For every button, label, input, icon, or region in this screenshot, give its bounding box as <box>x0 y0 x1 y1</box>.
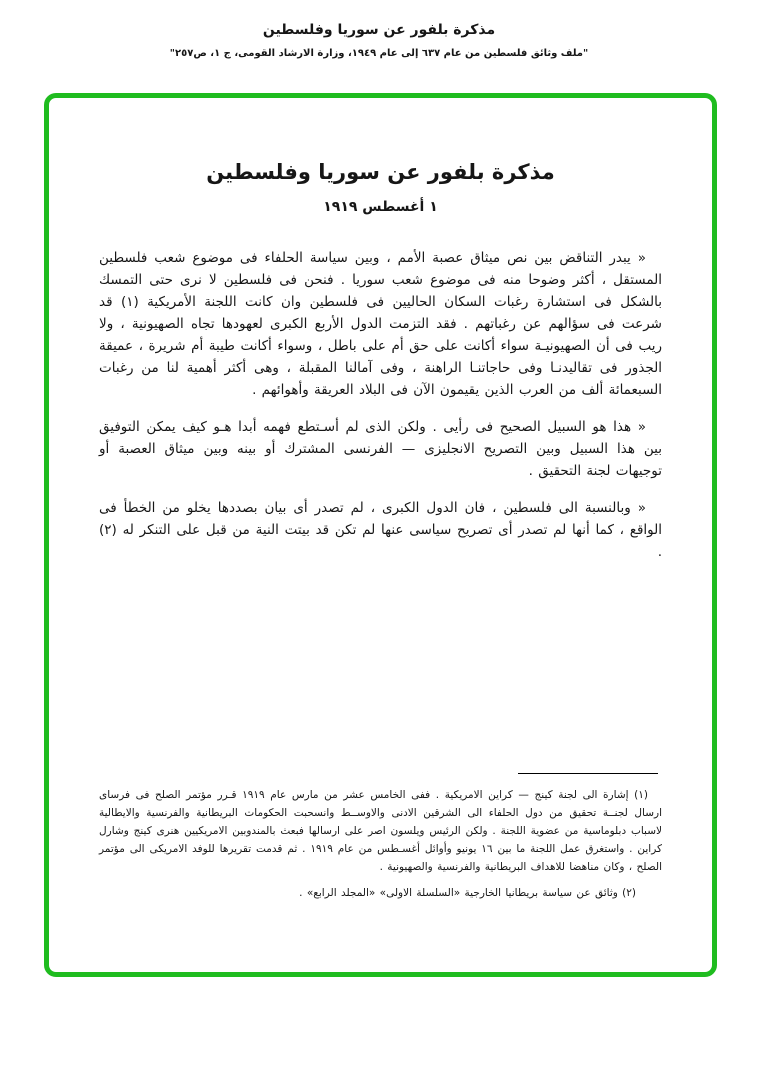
header-source-line: "ملف وثائق فلسطين من عام ٦٣٧ إلى عام ١٩٤٩، وزارة الارشاد القومى، ج ١، ص٢٥٧" <box>169 48 589 59</box>
paragraph-1: « يبدر التناقض بين نص ميثاق عصبة الأمم ، وبين سياسة الحلفاء فى موضوع شعب فلسطين المستقل ، أكثر وضوحا منه فى موضوع شعب سوريا . فنحن فى فلسطين لا نرى حتى التمسك بالشكل فى استشارة رغبات السكان الحاليين فى فلسطين وان كانت اللجنة الأمريكية (١) قد شرعت فى سؤالهم عن رغباتهم . فقد التزمت الدول الأربع الكبرى لعهودها تجاه الصهيونية ، ولا ريب فى أن الصهيونيـة سواء أكانت على حق أم على باطل ، وسواء أكانت طيبة أم شريرة ، عميقة الجذور فى تقاليدنـا وفى حاجاتنـا الراهنة ، وفى آمالنا المقبلة ، وهى أكثر أهمية لنا من رغبات السبعمائة ألف من العرب الذين يقيمون الآن فى البلاد العريقة وأهوائهم . <box>99 250 662 398</box>
document-frame <box>44 93 717 977</box>
footnote-2: (٢) وثائق عن سياسة بريطانيا الخارجية «السلسلة الاولى» «المجلد الرابع» . <box>299 887 636 899</box>
document-title: مذكرة بلفور عن سوريا وفلسطين <box>206 160 555 184</box>
footnote-separator <box>518 773 658 774</box>
footnotes-section <box>99 773 662 910</box>
header-title: مذكرة بلفور عن سوريا وفلسطين <box>262 22 496 38</box>
paragraph-3: « وبالنسبة الى فلسطين ، فان الدول الكبرى ، لم تصدر أى بيان بصددها يخلو من الخطأ فى الواقع ، كما أنها لم تصدر أى تصريح سياسى عنها لم تكن قد بيتت النية من قبل على التنكر له (٢) . <box>99 500 662 560</box>
document-date: ١ أغسطس ١٩١٩ <box>323 199 438 215</box>
page-header <box>0 22 758 59</box>
paragraph-2: « هذا هو السبيل الصحيح فى رأيى . ولكن الذى لم أسـتطع فهمه أبدا هـو كيف يمكن التوفيق بين هذا السبيل وبين التصريح الانجليزى — الفرنسى المشترك أو بينه وبين ميثاق العصبة أو توجيهات لجنة التحقيق . <box>99 419 662 479</box>
footnote-1: (١) إشارة الى لجنة كينج — كراين الامريكية . ففى الخامس عشر من مارس عام ١٩١٩ قـرر مؤتمر الصلح فى فرساى ارسال لجنــة تحقيق من دول الحلفاء الى الشرقين الادنى والاوســط وانسحبت الحكومات البريطانية والفرنسية والايطالية لاسباب دبلوماسية من عضوية اللجنة . ولكن الرئيس ويلسون اصر على ارسالها فبعث بالمندوبين الامريكيين هنرى كينج وشارل كراين . واستغرق عمل اللجنة ما بين ١٦ يونيو وأوائل أغسـطس من عام ١٩١٩ . ثم قدمت تقريرها للوفد الامريكى الى مؤتمر الصلح ، وكان مناهضا للاهداف البريطانية والفرنسية والصهيونية . <box>99 789 662 873</box>
document-body <box>99 247 662 563</box>
